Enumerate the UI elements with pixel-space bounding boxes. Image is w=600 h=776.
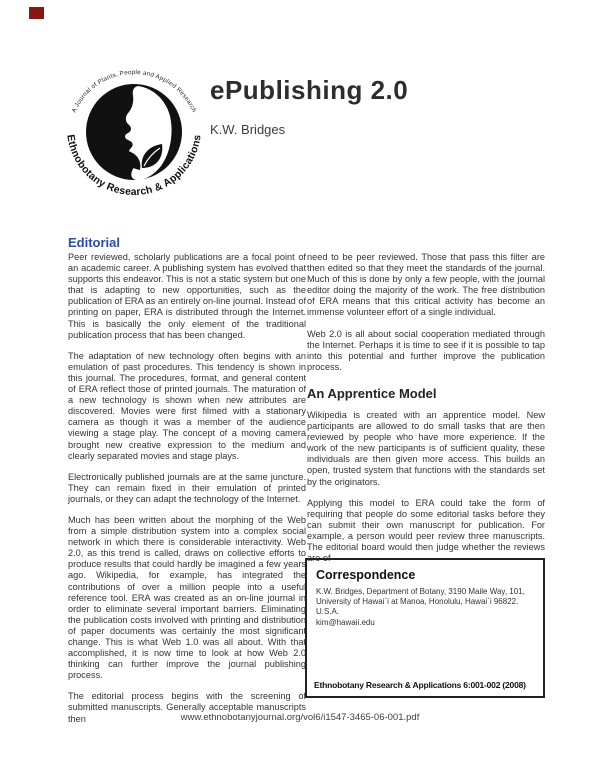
logo-arc-bottom-text: Ethnobotany Research & Applications — [64, 133, 204, 199]
left-column — [68, 252, 306, 735]
paragraph: Wikipedia is created with an apprentice model. New participants are allowed to do small tasks that are then reviewed by people who have more experience. If the work of the new participants is of sufficient quality, these individuals are then given more access. This builds an open, trusted system that functions with the standards set by the originators. — [307, 409, 545, 487]
paragraph: Applying this model to ERA could take the form of requiring that people do some editorial tasks before they can submit their own manuscript for publication. For example, a person would peer review three manuscripts. The editorial board would then judge whether the reviews are of — [307, 497, 545, 564]
section-heading-editorial: Editorial — [68, 234, 121, 250]
corner-mark — [29, 7, 44, 19]
journal-citation: Ethnobotany Research & Applications 6:001-002 (2008) — [314, 680, 526, 690]
logo-arc-top-text: A Journal of Plants, People and Applied Research — [70, 68, 198, 114]
paragraph: Electronically published journals are at the same juncture. They can remain fixed in their emulation of printed journals, or they can adapt the technology of the Internet. — [68, 471, 306, 504]
correspondence-email: kim@hawaii.edu — [316, 618, 375, 627]
journal-logo — [58, 56, 208, 206]
subheading-apprentice-model: An Apprentice Model — [307, 385, 437, 401]
paragraph: Web 2.0 is all about social cooperation mediated through the Internet. Perhaps it is time to see if it is possible to tap into this potential and further improve the publication process. — [307, 328, 545, 372]
right-column — [307, 252, 545, 574]
correspondence-title: Correspondence — [316, 568, 416, 582]
paragraph: Much has been written about the morphing of the Web from a simple distribution system into a complex social network in which there is considerable interactivity. Web 2.0, as this trend is called, draws on collective efforts to produce results that could hardly be imagined a few years ago. Wikipedia, for example, has integrated the contributions of over a million people into a useful reference tool. ERA was created as an on-line journal in order to eliminate several important barriers. Eliminating the publication costs involved with printing and distribution of paper documents was certainly the most significant change. This is what Web 1.0 was all about. With that accomplished, it is now time to look at how Web 2.0 thinking can further improve the journal publishing process. — [68, 514, 306, 681]
footer-url: www.ethnobotanyjournal.org/vol6/i1547-3465-06-001.pdf — [180, 712, 420, 723]
paragraph: Peer reviewed, scholarly publications are a focal point of an academic career. A publishing system has evolved that supports this endeavor. This is not a static system but one that is adapting to new opportunities, such as the publication of ERA as an entirely on-line journal. Instead of printing on paper, ERA is distributed through the Internet. This is basically the only element of the traditional publication process that has been changed. — [68, 252, 306, 340]
paragraph: need to be peer reviewed. Those that pass this filter are then edited so that they meet the standards of the journal. Much of this is done by only a few people, with the journal editor doing the majority of the work. The free distribution of ERA means that this critical activity has become an immense volunteer effort of a single individual. — [307, 252, 545, 318]
journal-logo-graphic — [58, 56, 208, 206]
correspondence-address: K.W. Bridges, Department of Botany, 3190 Maile Way, 101, University of Hawai`i at Manoa, Honolulu, Hawai`i 96822. U.S.A. — [316, 587, 525, 616]
paragraph: The adaptation of new technology often begins with an emulation of past procedures. This tendency is shown in this journal. The procedures, format, and general content of ERA reflect those of printed journals. The maturation of a new technology is shown when new attributes are discovered. Movies were first filmed with a stationary camera as though it was a member of the audience viewing a stage play. The concept of a moving camera brought new creative expression to the medium and clearly separated movies and stage plays. — [68, 350, 306, 461]
paragraph: The editorial process begins with the screening of submitted manuscripts. Generally acceptable manuscripts then — [68, 691, 306, 724]
author-name: K.W. Bridges — [210, 122, 286, 137]
correspondence-box — [305, 558, 545, 698]
article-title: ePublishing 2.0 — [210, 75, 409, 106]
